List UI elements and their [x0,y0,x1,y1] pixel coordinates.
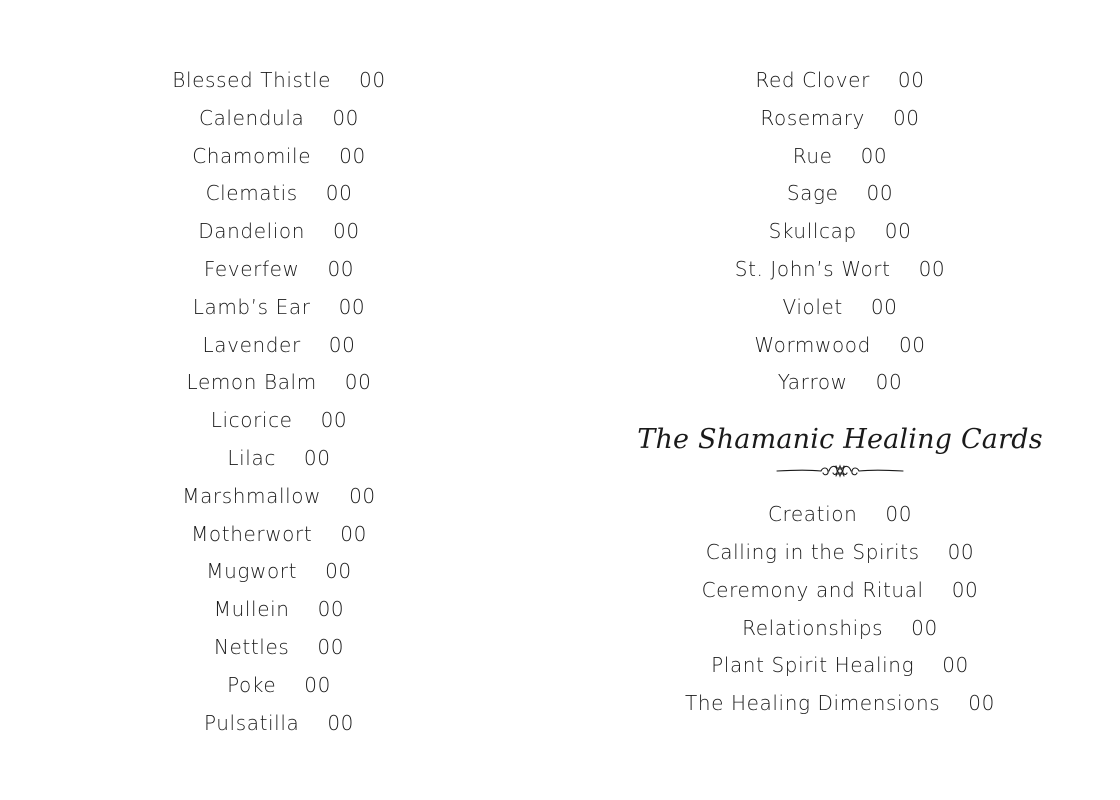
toc-entry-page-number: 00 [898,332,926,357]
toc-entry[interactable] [793,138,887,176]
toc-entry[interactable] [768,496,912,534]
toc-entry-page-number: 00 [327,710,355,735]
toc-entry-title: Mugwort [206,559,298,584]
section-heading [637,422,1043,496]
toc-entry[interactable] [191,516,367,554]
toc-entry-page-number: 00 [947,539,975,564]
toc-entry-title: Rosemary [760,105,865,130]
toc-entry-page-number: 00 [304,672,331,697]
toc-entry[interactable] [203,327,356,365]
toc-entry-page-number: 00 [325,559,352,584]
toc-entry[interactable] [769,213,912,251]
toc-entry-title: Licorice [210,408,293,433]
toc-entry[interactable] [711,647,969,685]
toc-entry-page-number: 00 [327,256,355,281]
toc-entry-page-number: 00 [968,691,995,716]
toc-entry-page-number: 00 [303,445,331,470]
toc-entry[interactable] [754,327,925,365]
toc-entry[interactable] [172,62,385,100]
toc-entry[interactable] [204,705,354,743]
toc-entry[interactable] [204,251,354,289]
toc-entry[interactable] [760,100,919,138]
toc-entry-page-number: 00 [918,256,946,281]
toc-entry[interactable] [755,62,924,100]
toc-entry-title: Lavender [202,332,301,357]
toc-entry-page-number: 00 [870,294,898,319]
toc-entry-title: Rue [792,143,833,168]
toc-entry-title: Calling in the Spirits [705,539,920,564]
toc-entry-page-number: 00 [333,219,360,244]
toc-entry-title: Red Clover [755,68,870,92]
toc-entry-title: Mullein [213,597,290,622]
toc-entry-page-number: 00 [884,219,912,244]
toc-entry[interactable] [783,289,898,327]
toc-entry-title: Lemon Balm [186,370,317,395]
toc-entry-page-number: 00 [338,294,366,319]
toc-entry-page-number: 00 [885,502,913,527]
toc-entry-title: Plant Spirit Healing [711,653,915,678]
toc-entry-page-number: 00 [332,105,359,130]
toc-entry[interactable] [227,667,331,705]
toc-entry-page-number: 00 [866,181,894,206]
toc-entry-title: Chamomile [192,143,312,168]
toc-entry-title: Yarrow [777,370,848,395]
toc-entry[interactable] [702,572,979,610]
right-column [630,62,1050,723]
toc-entry-page-number: 00 [339,143,366,168]
flourish-divider-icon [775,460,905,482]
toc-entry-page-number: 00 [860,143,888,168]
toc-entry[interactable] [187,364,372,402]
toc-entry-page-number: 00 [897,68,925,92]
toc-entry-page-number: 00 [328,332,356,357]
toc-entry-page-number: 00 [340,521,367,546]
toc-entry-page-number: 00 [951,577,979,602]
toc-entry-page-number: 00 [942,653,969,678]
toc-entry-page-number: 00 [317,597,345,622]
toc-entry[interactable] [199,100,359,138]
toc-entry-title: Lamb’s Ear [192,294,311,319]
toc-entry-title: Sage [786,181,839,206]
toc-entry-title: Ceremony and Ritual [701,577,924,602]
toc-entry[interactable] [182,478,376,516]
left-column [69,62,489,742]
toc-entry[interactable] [778,364,903,402]
toc-entry-title: St. John’s Wort [734,256,891,281]
toc-entry[interactable] [206,175,353,213]
toc-entry-page-number: 00 [911,615,938,640]
toc-entry[interactable] [214,591,344,629]
toc-entry-title: Lilac [227,445,276,470]
toc-entry-title: Wormwood [754,332,871,357]
toc-entry-page-number: 00 [325,181,353,206]
toc-entry[interactable] [742,610,938,648]
toc-entry-title: Calendula [199,105,305,130]
toc-entry-title: Poke [227,672,277,697]
toc-entry[interactable] [214,629,344,667]
toc-entry[interactable] [706,534,975,572]
toc-entry-title: Violet [782,294,843,319]
section-entries-list [685,496,995,723]
toc-entry-title: Pulsatilla [203,710,300,735]
toc-entry-title: The Healing Dimensions [685,691,941,716]
right-entries-list [735,62,945,402]
toc-entry-page-number: 00 [317,634,345,659]
toc-entry-title: Creation [767,502,858,527]
toc-entry-page-number: 00 [892,105,920,130]
toc-entry-page-number: 00 [344,370,372,395]
toc-entry-title: Dandelion [198,219,306,244]
toc-entry-title: Blessed Thistle [172,68,332,92]
toc-entry-title: Relationships [742,615,884,640]
toc-entry-title: Skullcap [768,219,857,244]
toc-entry[interactable] [192,138,366,176]
toc-entry-title: Clematis [205,181,298,206]
toc-entry[interactable] [206,553,351,591]
toc-entry-title: Nettles [213,634,290,659]
toc-entry[interactable] [787,175,893,213]
toc-entry-page-number: 00 [320,408,348,433]
toc-entry-title: Feverfew [203,256,300,281]
toc-entry[interactable] [227,440,330,478]
toc-entry-page-number: 00 [359,68,386,92]
toc-entry[interactable] [735,251,945,289]
toc-entry[interactable] [198,213,359,251]
toc-entry[interactable] [685,685,995,723]
toc-entry-title: Marshmallow [182,483,322,508]
toc-entry[interactable] [211,402,347,440]
toc-entry-title: Motherwort [191,521,313,546]
section-title: The Shamanic Healing Cards [637,424,1043,456]
toc-entry-page-number: 00 [875,370,903,395]
toc-entry[interactable] [193,289,365,327]
toc-entry-page-number: 00 [349,483,376,508]
